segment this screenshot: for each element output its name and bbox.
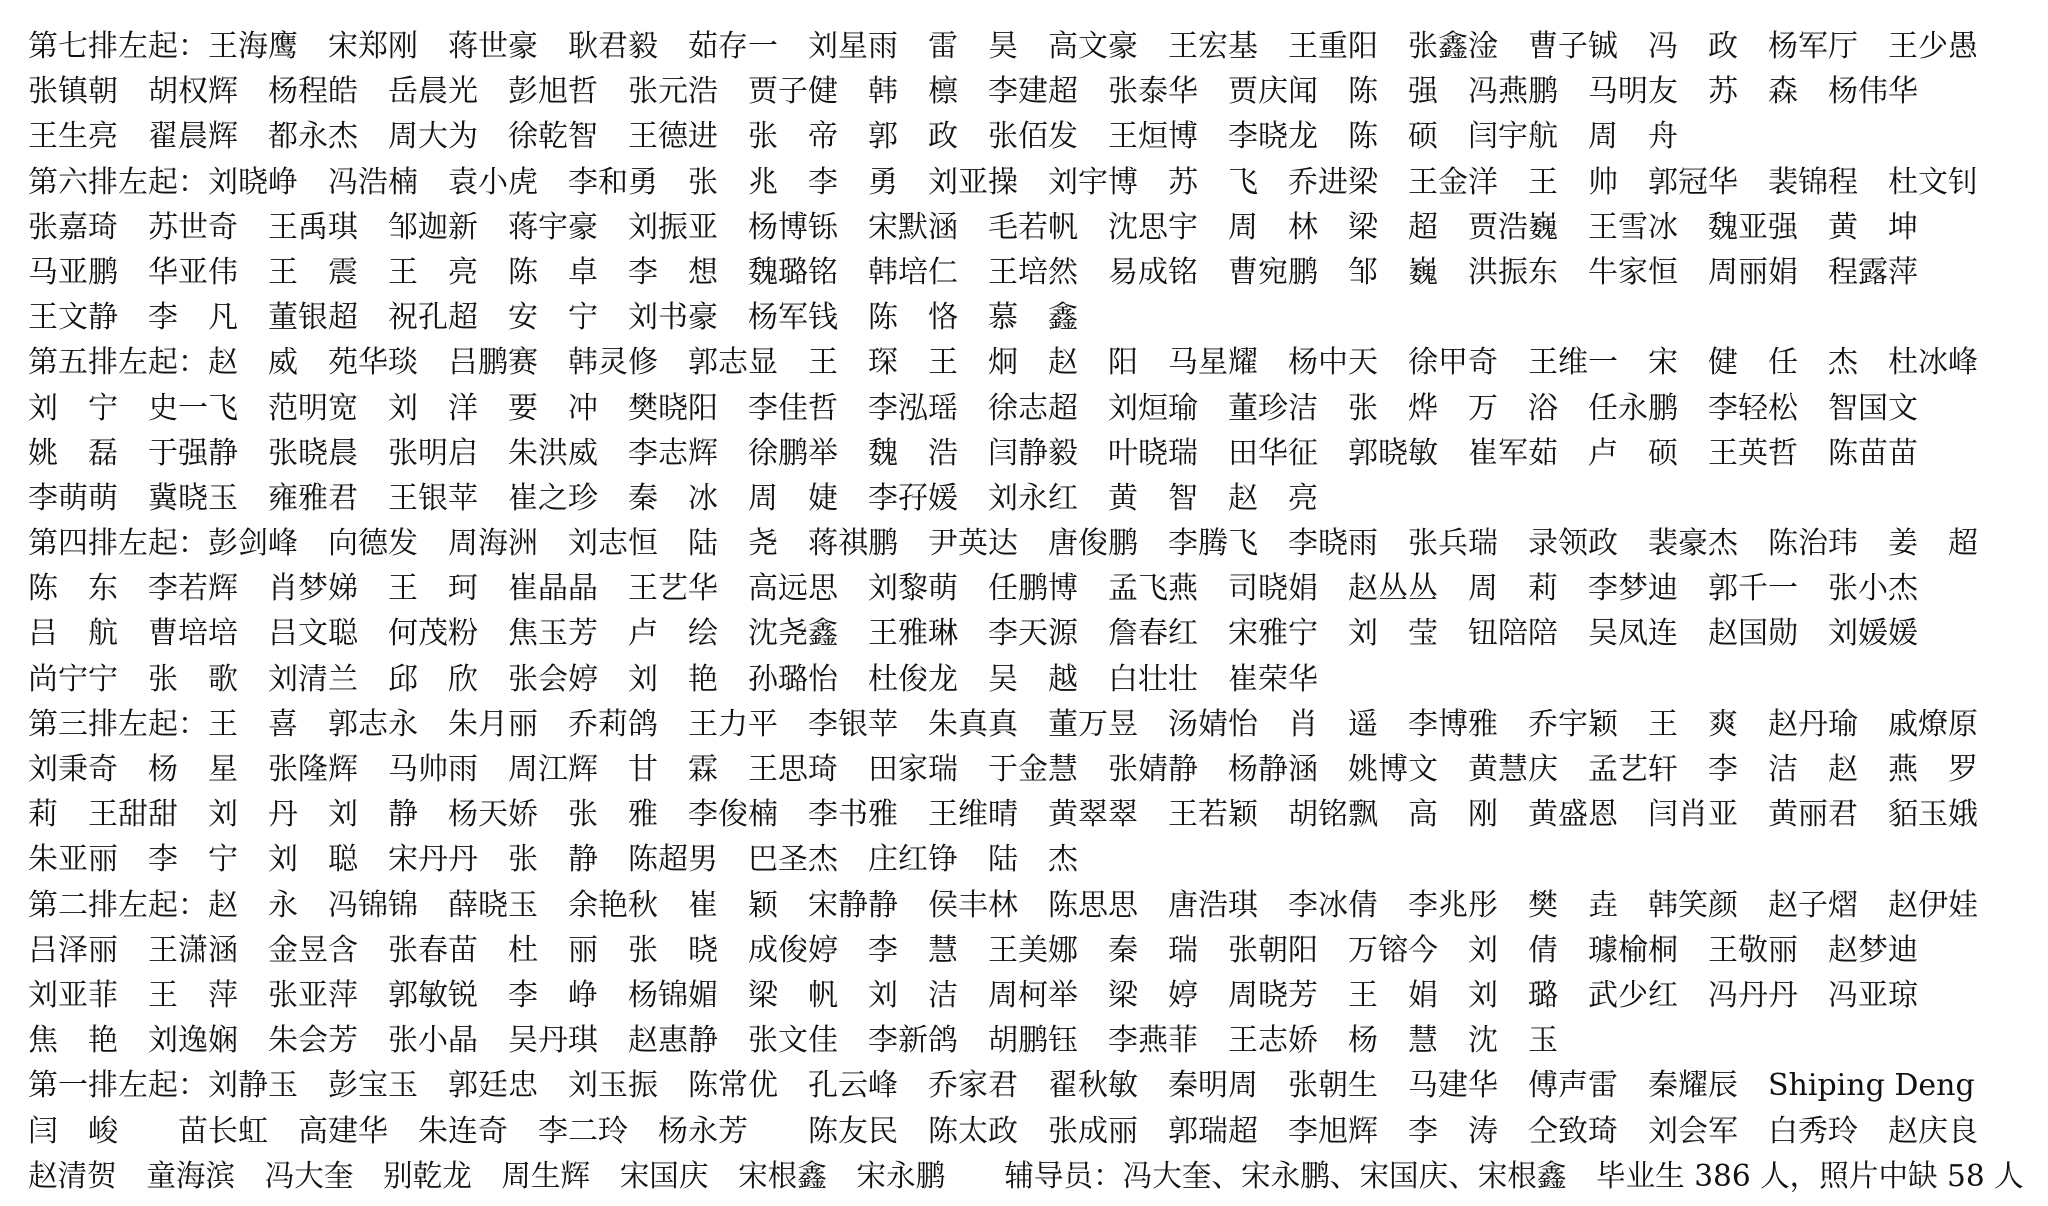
line-text: 刘亚菲 王 萍 张亚萍 郭敏锐 李 峥 杨锦媚 梁 帆 刘 洁 周柯举 梁 婷 周晓芳 王 娟 刘 璐 武少红 冯丹丹 冯亚琼 <box>28 977 1918 1013</box>
line-text: 第三排左起：王 喜 郭志永 朱月丽 乔莉鸽 王力平 李银苹 朱真真 董万昱 汤婧怡 肖 遥 李博雅 乔宇颖 王 爽 赵丹瑜 戚燎原 <box>28 706 1978 742</box>
line-text: 莉 王甜甜 刘 丹 刘 静 杨天娇 张 雅 李俊楠 李书雅 王维晴 黄翠翠 王若颖 胡铭飘 高 刚 黄盛恩 闫肖亚 黄丽君 貊玉娥 <box>28 797 1978 833</box>
name-line <box>28 69 2048 114</box>
name-line <box>28 431 2048 476</box>
line-text: 马亚鹏 华亚伟 王 震 王 亮 陈 卓 李 想 魏璐铭 韩培仁 王培然 易成铭 曹宛鹏 邹 巍 洪振东 牛家恒 周丽娟 程露萍 <box>28 254 1918 290</box>
line-text: 吕泽丽 王潇涵 金昱含 张春苗 杜 丽 张 晓 成俊婷 李 慧 王美娜 秦 瑞 张朝阳 万镕今 刘 倩 璩榆桐 王敬丽 赵梦迪 <box>28 932 1918 968</box>
name-line <box>28 837 2048 882</box>
name-line <box>28 340 2048 385</box>
name-line <box>28 657 2048 702</box>
line-text: 王文静 李 凡 董银超 祝孔超 安 宁 刘书豪 杨军钱 陈 恪 慕 鑫 <box>28 300 1078 336</box>
name-line <box>28 386 2048 431</box>
name-line <box>28 702 2048 747</box>
name-line <box>28 747 2048 792</box>
line-text: 第一排左起：刘静玉 彭宝玉 郭廷忠 刘玉振 陈常优 孔云峰 乔家君 翟秋敏 秦明周 张朝生 马建华 傅声雷 秦耀辰 Shiping Deng <box>28 1068 1975 1104</box>
name-line <box>28 521 2048 566</box>
line-text: 李萌萌 冀晓玉 雍雅君 王银苹 崔之珍 秦 冰 周 婕 李孖媛 刘永红 黄 智 赵 亮 <box>28 480 1318 516</box>
name-line <box>28 114 2048 159</box>
name-line <box>28 205 2048 250</box>
line-text: 张镇朝 胡权辉 杨程皓 岳晨光 彭旭哲 张元浩 贾子健 韩 檩 李建超 张泰华 贾庆闻 陈 强 冯燕鹏 马明友 苏 森 杨伟华 <box>28 74 1918 110</box>
name-line <box>28 883 2048 928</box>
name-line <box>28 1063 2048 1108</box>
name-line <box>28 973 2048 1018</box>
name-line <box>28 295 2048 340</box>
line-text: 王生亮 翟晨辉 都永杰 周大为 徐乾智 王德进 张 帝 郭 政 张佰发 王烜博 李晓龙 陈 硕 闫宇航 周 舟 <box>28 119 1678 155</box>
line-text: 张嘉琦 苏世奇 王禹琪 邹迦新 蒋宇豪 刘振亚 杨博铄 宋默涵 毛若帆 沈思宇 周 林 梁 超 贾浩巍 王雪冰 魏亚强 黄 坤 <box>28 209 1918 245</box>
line-text: 吕 航 曹培培 吕文聪 何茂粉 焦玉芳 卢 绘 沈尧鑫 王雅琳 李天源 詹春红 宋雅宁 刘 莹 钮陪陪 吴凤连 赵国勋 刘媛媛 <box>28 616 1918 652</box>
line-text: 第六排左起：刘晓峥 冯浩楠 袁小虎 李和勇 张 兆 李 勇 刘亚操 刘宇博 苏 飞 乔进梁 王金洋 王 帅 郭冠华 裴锦程 杜文钊 <box>28 164 1978 200</box>
name-line <box>28 250 2048 295</box>
line-text: 刘 宁 史一飞 范明宽 刘 洋 要 冲 樊晓阳 李佳哲 李泓瑶 徐志超 刘烜瑜 董珍洁 张 烨 万 浴 任永鹏 李轻松 智国文 <box>28 390 1918 426</box>
name-line <box>28 928 2048 973</box>
line-text: 朱亚丽 李 宁 刘 聪 宋丹丹 张 静 陈超男 巴圣杰 庄红铮 陆 杰 <box>28 842 1078 878</box>
name-line <box>28 1018 2048 1063</box>
line-text: 姚 磊 于强静 张晓晨 张明启 朱洪威 李志辉 徐鹏举 魏 浩 闫静毅 叶晓瑞 田华征 郭晓敏 崔军茹 卢 硕 王英哲 陈苗苗 <box>28 435 1918 471</box>
line-text: 刘秉奇 杨 星 张隆辉 马帅雨 周江辉 甘 霖 王思琦 田家瑞 于金慧 张婧静 杨静涵 姚博文 黄慧庆 孟艺轩 李 洁 赵 燕 罗 <box>28 752 1978 787</box>
line-text: 赵清贺 童海滨 冯大奎 别乾龙 周生辉 宋国庆 宋根鑫 宋永鹏 辅导员：冯大奎、宋永鹏、宋国庆、宋根鑫 毕业生 386 人，照片中缺 58 人 <box>28 1158 2024 1194</box>
line-text: 第二排左起：赵 永 冯锦锦 薛晓玉 余艳秋 崔 颖 宋静静 侯丰林 陈思思 唐浩琪 李冰倩 李兆彤 樊 垚 韩笑颜 赵子熠 赵伊娃 <box>28 887 1978 923</box>
line-text: 陈 东 李若辉 肖梦娣 王 珂 崔晶晶 王艺华 高远思 刘黎萌 任鹏博 孟飞燕 司晓娟 赵丛丛 周 莉 李梦迪 郭千一 张小杰 <box>28 571 1918 607</box>
name-line <box>28 611 2048 656</box>
name-line <box>28 566 2048 611</box>
line-text: 第七排左起：王海鹰 宋郑刚 蒋世豪 耿君毅 茹存一 刘星雨 雷 昊 高文豪 王宏基 王重阳 张鑫淦 曹子铖 冯 政 杨军厅 王少愚 <box>28 29 1978 64</box>
line-text: 第五排左起：赵 威 苑华琰 吕鹏赛 韩灵修 郭志显 王 琛 王 炯 赵 阳 马星耀 杨中天 徐甲奇 王维一 宋 健 任 杰 杜冰峰 <box>28 345 1978 381</box>
name-line <box>28 1109 2048 1154</box>
name-line <box>28 476 2048 521</box>
line-text: 第四排左起：彭剑峰 向德发 周海洲 刘志恒 陆 尧 蒋祺鹏 尹英达 唐俊鹏 李腾飞 李晓雨 张兵瑞 录领政 裴豪杰 陈治玮 姜 超 <box>28 526 1978 562</box>
line-text: 焦 艳 刘逸娴 朱会芳 张小晶 吴丹琪 赵惠静 张文佳 李新鸽 胡鹏钰 李燕菲 王志娇 杨 慧 沈 玉 <box>28 1023 1558 1059</box>
line-text: 闫 峻 苗长虹 高建华 朱连奇 李二玲 杨永芳 陈友民 陈太政 张成丽 郭瑞超 李旭辉 李 涛 仝致琦 刘会军 白秀玲 赵庆良 <box>28 1113 1978 1149</box>
line-text: 尚宁宁 张 歌 刘清兰 邱 欣 张会婷 刘 艳 孙璐怡 杜俊龙 吴 越 白壮壮 崔荣华 <box>28 661 1318 697</box>
name-line <box>28 792 2048 837</box>
name-line <box>28 160 2048 205</box>
name-line <box>28 24 2048 69</box>
name-line <box>28 1154 2048 1199</box>
